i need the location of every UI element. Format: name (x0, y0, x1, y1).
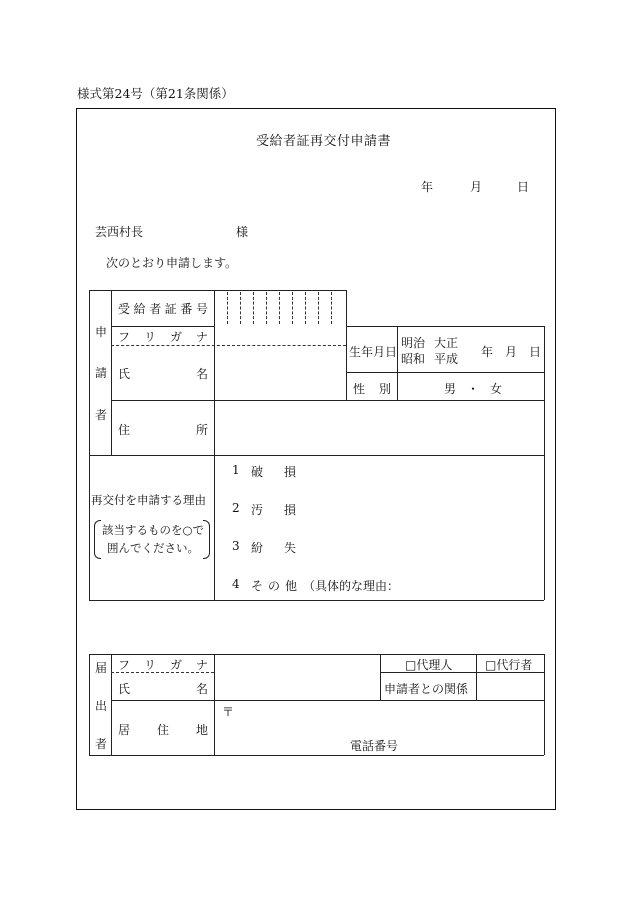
submitter-furigana-field[interactable] (218, 657, 376, 671)
date-month: 月 (470, 180, 483, 194)
birth-day: 日 (529, 345, 542, 359)
note-bracket-left (94, 520, 101, 559)
phone-field[interactable] (406, 736, 540, 753)
addressee-name: 芸西村長 (95, 225, 144, 239)
birth-year: 年 (481, 345, 494, 359)
reason-other-detail: （具体的な理由： (303, 579, 400, 593)
postal-mark: 〒 (222, 705, 235, 719)
reason-note-line1: 該当するものを○で (102, 523, 205, 537)
relation-label: 申請者との関係 (384, 682, 469, 696)
submitter-section-char-2: 出 (95, 699, 108, 713)
sex-separator: ・ (467, 382, 480, 396)
submitter-furigana-label: フ リ ガ ナ (118, 658, 208, 672)
form-number: 様式第24号（第21条関係） (77, 86, 234, 101)
era-showa[interactable]: 昭和 (401, 352, 426, 366)
applicant-name-label: 氏 名 (118, 367, 208, 381)
applicant-section-char-2: 請 (95, 366, 108, 380)
applicant-furigana-field[interactable] (218, 328, 342, 344)
proxy-checkbox[interactable]: □代理人 (405, 658, 453, 672)
addressee-honorific: 様 (236, 225, 249, 239)
intro-text: 次のとおり申請します。 (106, 256, 238, 270)
submitter-name-field[interactable] (218, 675, 376, 698)
note-bracket-right (203, 520, 210, 559)
sex-male[interactable]: 男 (444, 382, 457, 396)
cert-number-label: 受 給 者 証 番 号 (118, 302, 208, 316)
relation-field[interactable] (480, 675, 540, 698)
era-heisei[interactable]: 平成 (434, 352, 459, 366)
cert-number-field[interactable] (218, 296, 342, 324)
reason-note-line2: 囲んでください。 (107, 541, 199, 555)
residence-label: 居 住 地 (118, 723, 208, 737)
phone-label: 電話番号 (350, 739, 399, 753)
applicant-address-field[interactable] (218, 404, 540, 452)
era-meiji[interactable]: 明治 (401, 336, 426, 350)
birth-month: 月 (505, 345, 518, 359)
submitter-section-char-3: 者 (95, 737, 108, 751)
sex-label: 性 別 (353, 382, 391, 396)
form-title: 受給者証再交付申請書 (256, 134, 392, 149)
applicant-address-label: 住 所 (118, 423, 208, 437)
agent-checkbox[interactable]: □代行者 (485, 658, 533, 672)
date-day: 日 (517, 180, 530, 194)
era-taisho[interactable]: 大正 (434, 336, 459, 350)
applicant-name-field[interactable] (218, 348, 342, 398)
reason-label: 再交付を申請する理由 (91, 493, 206, 507)
applicant-section-char-3: 者 (95, 408, 108, 422)
residence-field[interactable] (236, 703, 536, 733)
date-year: 年 (421, 180, 434, 194)
submitter-name-label: 氏 名 (118, 682, 208, 696)
applicant-section-char-1: 申 (95, 325, 108, 339)
submitter-section-char-1: 届 (95, 661, 108, 675)
sex-female[interactable]: 女 (490, 382, 503, 396)
applicant-furigana-label: フ リ ガ ナ (118, 330, 208, 344)
birthdate-label: 生年月日 (349, 345, 398, 359)
